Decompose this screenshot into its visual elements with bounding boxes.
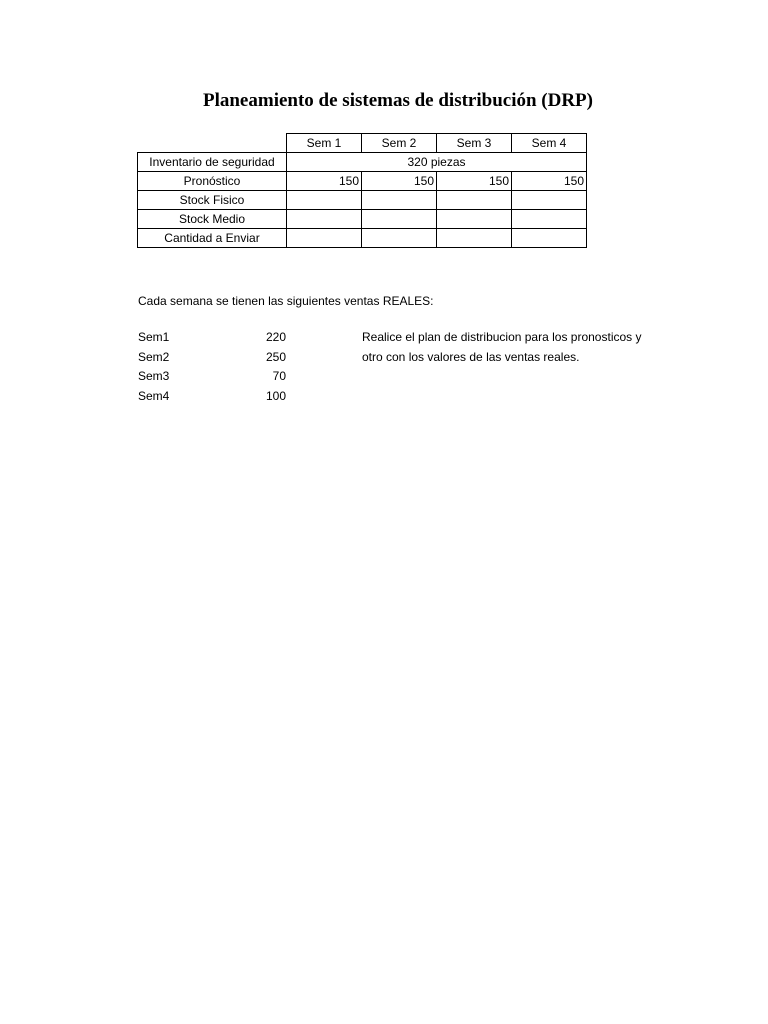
sales-week-value: 70 xyxy=(272,369,286,383)
row-label-safety-stock: Inventario de seguridad xyxy=(138,153,287,172)
drp-table xyxy=(137,133,587,248)
forecast-sem-4: 150 xyxy=(512,172,587,191)
row-label-forecast: Pronóstico xyxy=(138,172,287,191)
instruction-line-2: otro con los valores de las ventas reales. xyxy=(362,349,580,364)
average-stock-sem-2 xyxy=(362,210,437,229)
table-header-row xyxy=(138,134,587,153)
safety-stock-value: 320 piezas xyxy=(287,153,587,172)
sales-week-value: 250 xyxy=(265,349,286,364)
table-row-quantity-to-send xyxy=(138,229,587,248)
sales-week-label: Sem1 xyxy=(138,330,170,344)
physical-stock-sem-3 xyxy=(437,191,512,210)
header-sem-2: Sem 2 xyxy=(362,134,437,153)
instruction-text xyxy=(362,328,692,367)
table-row-physical-stock xyxy=(138,191,587,210)
sales-intro: Cada semana se tienen las siguientes ventas REALES: xyxy=(138,294,434,308)
sales-week-value: 100 xyxy=(265,388,286,403)
document-title: Planeamiento de sistemas de distribución (DRP) xyxy=(202,90,593,111)
row-label-average-stock: Stock Medio xyxy=(138,210,287,229)
table-row-safety-stock xyxy=(138,153,587,172)
physical-stock-sem-2 xyxy=(362,191,437,210)
average-stock-sem-4 xyxy=(512,210,587,229)
list-item xyxy=(138,328,286,348)
sales-week-label: Sem2 xyxy=(138,349,170,364)
row-label-quantity-to-send: Cantidad a Enviar xyxy=(138,229,287,248)
forecast-sem-3: 150 xyxy=(437,172,512,191)
header-sem-3: Sem 3 xyxy=(437,134,512,153)
sales-week-value: 220 xyxy=(265,330,286,344)
header-sem-4: Sem 4 xyxy=(512,134,587,153)
table-row-forecast xyxy=(138,172,587,191)
list-item xyxy=(138,367,286,387)
average-stock-sem-3 xyxy=(437,210,512,229)
quantity-to-send-sem-1 xyxy=(287,229,362,248)
forecast-sem-1: 150 xyxy=(287,172,362,191)
header-sem-1: Sem 1 xyxy=(287,134,362,153)
sales-week-label: Sem3 xyxy=(138,369,170,383)
table-row-average-stock xyxy=(138,210,587,229)
physical-stock-sem-1 xyxy=(287,191,362,210)
list-item xyxy=(138,387,286,407)
forecast-sem-2: 150 xyxy=(362,172,437,191)
list-item xyxy=(138,348,286,368)
quantity-to-send-sem-4 xyxy=(512,229,587,248)
quantity-to-send-sem-3 xyxy=(437,229,512,248)
average-stock-sem-1 xyxy=(287,210,362,229)
sales-week-label: Sem4 xyxy=(138,388,170,403)
quantity-to-send-sem-2 xyxy=(362,229,437,248)
sales-list xyxy=(138,328,286,406)
physical-stock-sem-4 xyxy=(512,191,587,210)
row-label-physical-stock: Stock Fisico xyxy=(138,191,287,210)
table-corner-cell xyxy=(138,134,287,153)
instruction-line-1: Realice el plan de distribucion para los pronosticos y xyxy=(362,330,642,344)
